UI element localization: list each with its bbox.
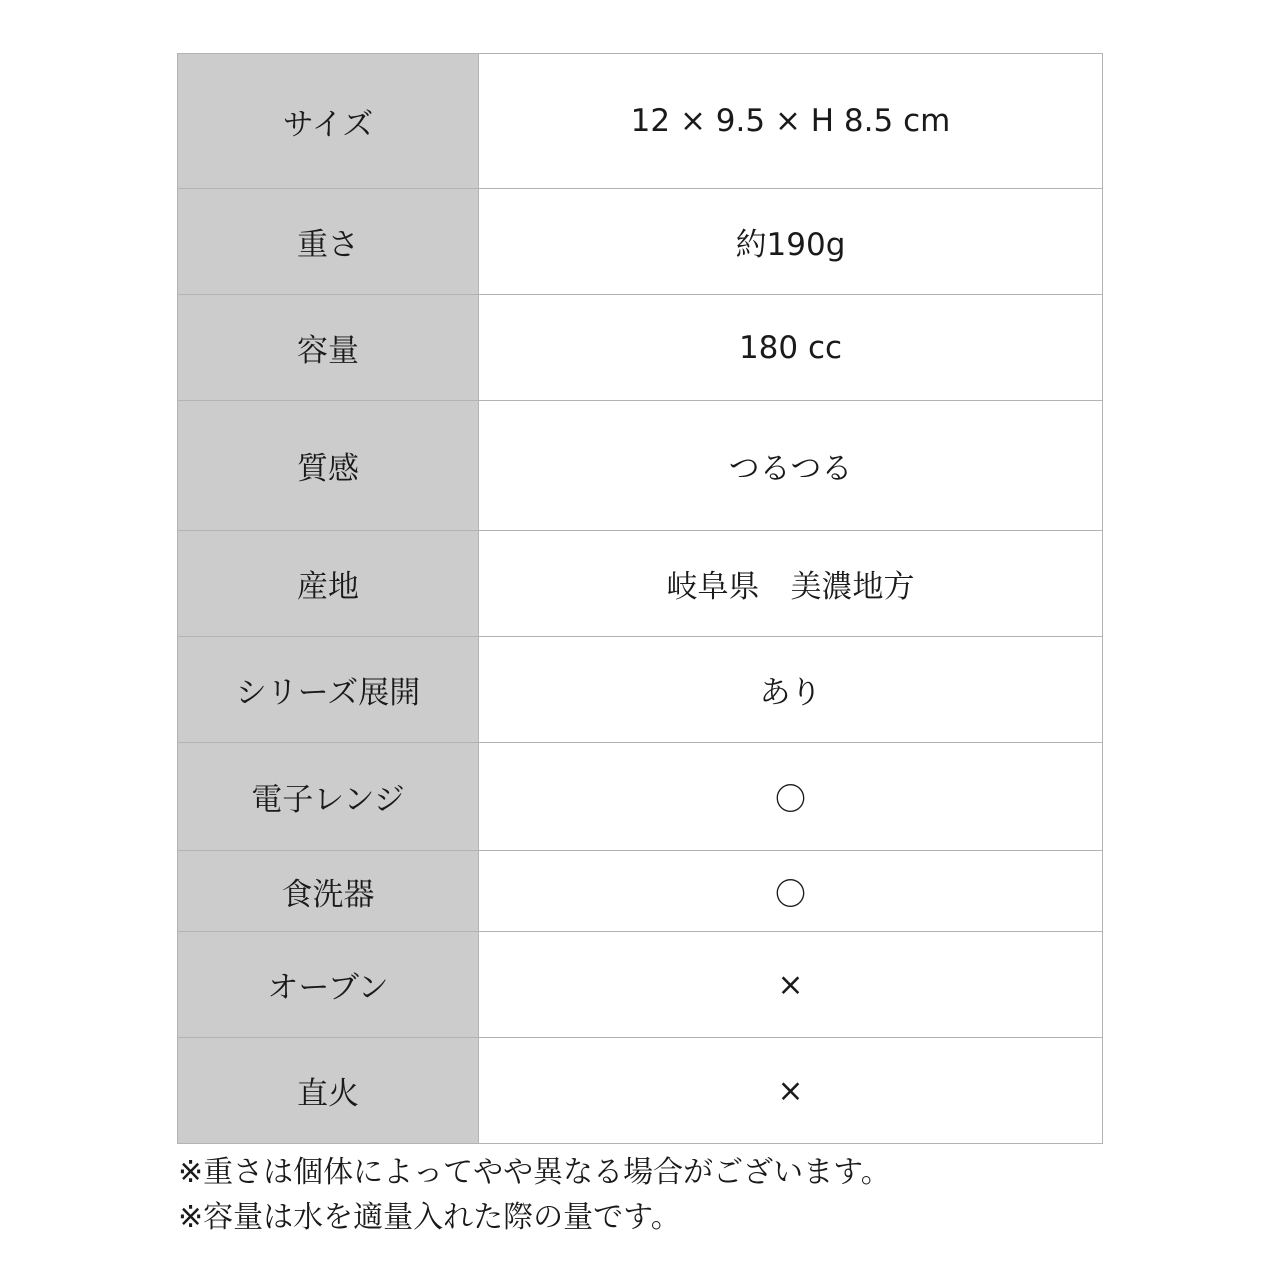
spec-value: つるつる <box>479 401 1103 531</box>
spec-value: × <box>479 932 1103 1038</box>
spec-label: 重さ <box>178 189 479 295</box>
spec-value: × <box>479 1038 1103 1144</box>
footnotes <box>178 1150 1178 1240</box>
spec-label: 質感 <box>178 401 479 531</box>
spec-value: 12 × 9.5 × H 8.5 cm <box>479 54 1103 189</box>
spec-row-origin <box>178 531 1103 637</box>
spec-value: 約190g <box>479 189 1103 295</box>
spec-row-oven <box>178 932 1103 1038</box>
spec-row-texture <box>178 401 1103 531</box>
spec-row-size <box>178 54 1103 189</box>
spec-value: 180 cc <box>479 295 1103 401</box>
spec-row-microwave <box>178 743 1103 851</box>
spec-table <box>177 53 1103 1144</box>
spec-label: サイズ <box>178 54 479 189</box>
spec-row-direct-fire <box>178 1038 1103 1144</box>
spec-row-weight <box>178 189 1103 295</box>
spec-value: 岐阜県 美濃地方 <box>479 531 1103 637</box>
spec-value: 〇 <box>479 743 1103 851</box>
spec-label: シリーズ展開 <box>178 637 479 743</box>
spec-row-series <box>178 637 1103 743</box>
spec-label: オーブン <box>178 932 479 1038</box>
spec-label: 電子レンジ <box>178 743 479 851</box>
spec-label: 食洗器 <box>178 851 479 932</box>
spec-value: あり <box>479 637 1103 743</box>
footnote-weight: ※重さは個体によってやや異なる場合がございます。 <box>178 1155 891 1190</box>
spec-label: 容量 <box>178 295 479 401</box>
spec-row-capacity <box>178 295 1103 401</box>
spec-value: 〇 <box>479 851 1103 932</box>
spec-row-dishwasher <box>178 851 1103 932</box>
footnote-capacity: ※容量は水を適量入れた際の量です。 <box>178 1200 681 1235</box>
spec-label: 産地 <box>178 531 479 637</box>
spec-label: 直火 <box>178 1038 479 1144</box>
